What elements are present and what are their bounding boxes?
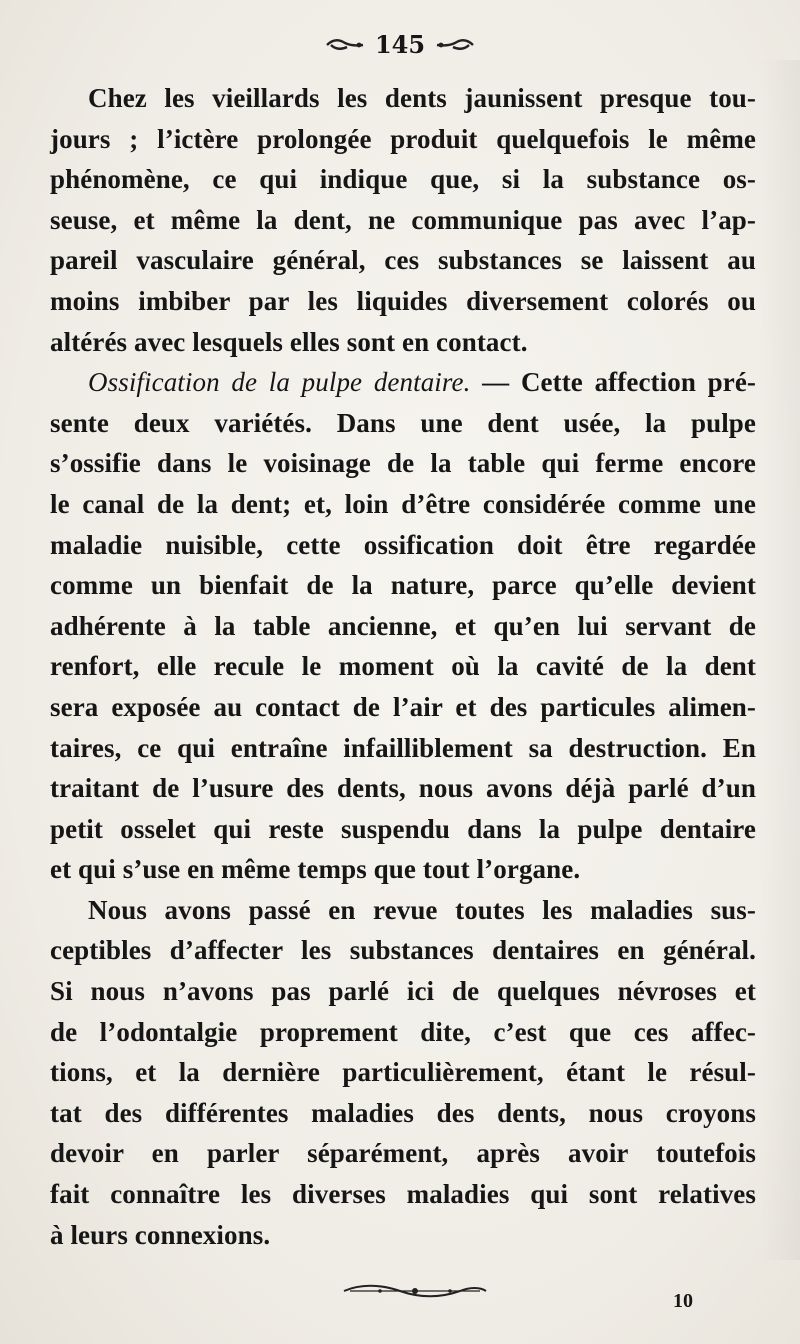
section-dash: — [470, 367, 521, 398]
text-line: tat des différentes maladies des dents, nous croyons [50, 1097, 756, 1128]
text-line: altérés avec lesquels elles sont en contact. [50, 326, 528, 357]
text-line: phénomène, ce qui indique que, si la substance os- [50, 164, 756, 195]
footer-ornament-icon [340, 1282, 490, 1300]
text-line: ceptibles d’affecter les substances dentaires en général. [50, 935, 756, 966]
page-header [0, 30, 800, 59]
text-line: jours ; l’ictère prolongée produit quelquefois le même [50, 123, 756, 154]
body-text [50, 78, 756, 1255]
text-line: devoir en parler séparément, après avoir toutefois [50, 1138, 756, 1169]
text-line-start: Cette affection pré- [520, 367, 756, 398]
text-line: maladie nuisible, cette ossification doit être regardée [50, 529, 756, 560]
section-heading-line [50, 362, 756, 403]
text-line: petit osselet qui reste suspendu dans la pulpe dentaire [50, 813, 756, 844]
text-line: taires, ce qui entraîne infailliblement sa destruction. En [50, 732, 756, 763]
text-line: fait connaître les diverses maladies qui sont relatives [50, 1179, 756, 1210]
text-line: renfort, elle recule le moment où la cavité de la dent [50, 651, 756, 682]
text-line: adhérente à la table ancienne, et qu’en lui servant de [50, 610, 756, 641]
text-line: et qui s’use en même temps que tout l’organe. [50, 854, 581, 885]
text-line: traitant de l’usure des dents, nous avons déjà parlé d’un [50, 773, 756, 804]
left-fleuron-icon [325, 37, 365, 53]
text-line: Nous avons passé en revue toutes les maladies sus- [88, 894, 756, 925]
text-line: le canal de la dent; et, loin d’être considérée comme une [50, 488, 756, 519]
right-fleuron-icon [435, 37, 475, 53]
text-line: s’ossifie dans le voisinage de la table qui ferme encore [50, 448, 756, 479]
text-line: comme un bienfait de la nature, parce qu’elle devient [50, 570, 756, 601]
text-line: seuse, et même la dent, ne communique pas avec l’ap- [50, 204, 756, 235]
text-line: Chez les vieillards les dents jaunissent presque tou- [88, 83, 756, 113]
text-line: à leurs connexions. [50, 1219, 271, 1250]
text-line: tions, et la dernière particulièrement, étant le résul- [50, 1057, 756, 1088]
text-line: sera exposée au contact de l’air et des particules alimen- [50, 691, 756, 722]
text-line: de l’odontalgie proprement dite, c’est que ces affec- [50, 1016, 756, 1047]
text-line: sente deux variétés. Dans une dent usée, la pulpe [50, 407, 756, 438]
text-line: Si nous n’avons pas parlé ici de quelques névroses et [50, 976, 756, 1007]
text-line: pareil vasculaire général, ces substances se laissent au [50, 245, 756, 276]
page-edge-shadow [760, 60, 800, 1260]
text-line: moins imbiber par les liquides diversement colorés ou [50, 285, 756, 316]
page-number: 145 [374, 30, 426, 59]
section-title: Ossification de la pulpe dentaire. [88, 367, 471, 398]
signature-mark: 10 [673, 1290, 693, 1312]
